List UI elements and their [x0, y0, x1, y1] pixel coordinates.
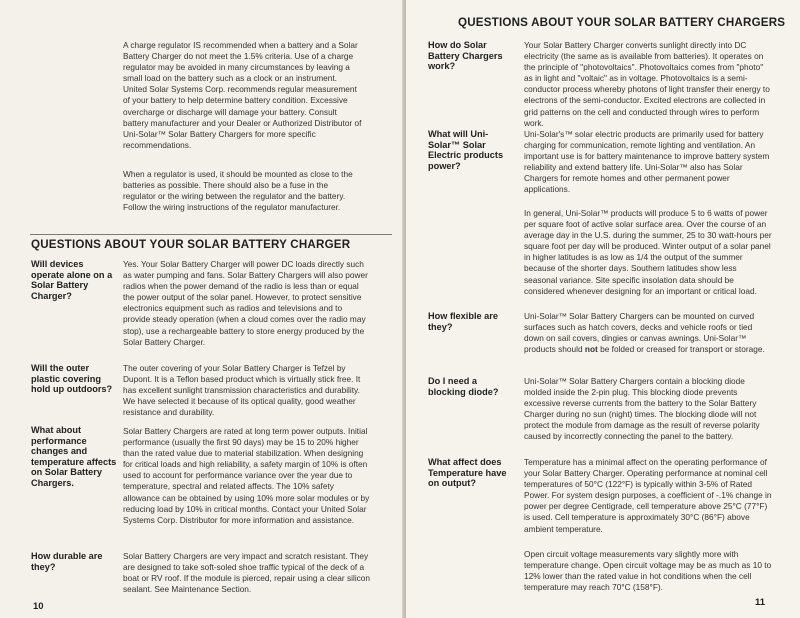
page-number-left: 10 — [33, 601, 44, 612]
answer-devices-operate: Yes. Your Solar Battery Charger will power DC loads directly such as water pumping and fans. Solar Battery Chargers will also power radios when the power demand of the radio is less than or equal the power output of the solar panel. However, to protect sensitive electronics equipment such as radios and televisions and to provide steady operation (when a cloud comes over the radio may stop), use a rechargeable battery to store energy produced by the Solar Battery Charger. — [123, 259, 368, 347]
question-temperature: What affect does Temperature have on output? — [428, 457, 507, 489]
answer-flexible-text: Uni-Solar™ Solar Battery Chargers can be mounted on curved surfaces such as hatch covers, decks and vehicle roofs or tied down on sail covers, dingies or canvas awnings. Uni-Solar™ products should — [524, 311, 755, 355]
answer-outer-covering: The outer covering of your Solar Battery Charger is Tefzel by Dupont. It is a Teflon based product which is virtually stick free. It has excellent sunlight transmission characteristics and durability. We have selected it because of its optical quality, good weather resistance and durability. — [123, 363, 361, 418]
right-page — [406, 0, 800, 618]
question-blocking-diode: Do I need a blocking diode? — [428, 376, 499, 397]
question-outer-covering: Will the outer plastic covering hold up outdoors? — [31, 363, 113, 395]
answer-flexible-text-end: be folded or creased for transport or storage. — [597, 344, 765, 355]
answer-durability: Solar Battery Chargers are very impact and scratch resistant. They are designed to take soft-soled shoe traffic typical of the deck of a boat or RV roof. If the module is pierced, repair using a clear silicon sealant. See Maintenance Section. — [123, 551, 371, 595]
page-number-right: 11 — [755, 597, 766, 608]
question-how-work: How do Solar Battery Chargers work? — [428, 40, 503, 72]
answer-blocking-diode: Uni-Solar™ Solar Battery Chargers contain a blocking diode molded inside the 2-pin plug. This blocking diode prevents excessive reverse currents from the battery to the Solar Battery Charger during no sun (night) times. The blocking diode will not protect the module from damage as the result of reverse polarity caused by incorrectly connecting the panel to the battery. — [524, 376, 760, 442]
question-flexible: How flexible are they? — [428, 311, 498, 332]
intro-paragraph-1: A charge regulator IS recommended when a battery and a Solar Battery Charger do not meet the 1.5% criteria. Use of a charge regulator may be avoided in many circumstances by leaving a small load on the battery such as a clock or an instrument. United Solar Systems Corp. recommends regular measurement of your battery to help determine battery condition. Excessive overcharge or discharge will damage your battery. Consult battery manufacturer and your Dealer or Authorized Distributor of Uni-Solar™ Solar Battery Chargers for more specific recommendations. — [123, 40, 362, 150]
answer-temperature: Temperature has a minimal affect on the operating performance of your Solar Battery Charger. Operating performance at nominal cell temperatures of 50°C (122°F) is typically within 3-5% of Rated Power. For system design purposes, a coefficient of -.1% change in power per degree Centigrade, cell temperature above 25°C (77°F) is used. Cell temperature is approximately 30°C (86°F) above ambient temperature. — [524, 457, 772, 534]
question-durability: How durable are they? — [31, 551, 103, 572]
answer-flexible — [524, 311, 772, 355]
answer-flexible-emphasis: not — [584, 344, 598, 355]
answer-power-output: In general, Uni-Solar™ products will produce 5 to 6 watts of power per square foot of active solar surface area. Over the course of an average day in the U.S. during the summer, 25 to 30 watt-hours per square foot per day will be produced. Winter output of a solar panel in higher latitudes is as low as 1/4 the output of the summer because of the shorter days. Southern latitudes show less seasonal variance. Site specific insolation data should be considered whenever designing for an important or critical load. — [524, 208, 772, 296]
answer-performance-changes: Solar Battery Chargers are rated at long term power outputs. Initial performance (usually the first 90 days) may be 15 to 20% higher than the rated value due to material stabilization. When designing for critical loads and high reliability, a safety margin of 10% is often used to account for performance variance over the year due to temperature, spectral and related affects. The 10% safety allowance can be obtained by using 10% more solar modules or by reducing load by 10% in critical months. Contact your United Solar Systems Corp. Distributor for more information and assistance. — [123, 426, 370, 525]
intro-paragraph-2: When a regulator is used, it should be mounted as close to the batteries as possible. There should also be a fuse in the regulator or the wiring between the regulator and the battery. Follow the wiring instructions of the regulator manufacturer. — [123, 169, 353, 213]
right-page-heading: QUESTIONS ABOUT YOUR SOLAR BATTERY CHARGERS — [458, 16, 786, 29]
question-devices-operate: Will devices operate alone on a Solar Battery Charger? — [31, 259, 113, 301]
answer-how-work: Your Solar Battery Charger converts sunlight directly into DC electricity (the same as is available from batteries). It operates on the principle of "photovoltaics". Photovoltaics comes from "photo" as in light and "voltaic" as in voltage. Photovoltaics is a semi-conductor process whereby photons of light transfer their energy to electrons of the semi-conductor. Excited electrons are collected in grid patterns on the cell and conducted through wires to perform work. — [524, 40, 770, 128]
answer-what-power: Uni-Solar's™ solar electric products are primarily used for battery charging for communication, remote lighting and ventilation. An important use is for battery maintenance to improve battery system reliability and extend battery life. Uni-Solar™ also has Solar Chargers for remote homes and other permanent power applications. — [524, 129, 770, 195]
answer-open-circuit: Open circuit voltage measurements vary slightly more with temperature change. Open circuit voltage may be as much as 10 to 12% lower than the rated value in hot conditions when the cell temperature may reach 70°C (158°F). — [524, 549, 772, 593]
question-what-power: What will Uni-Solar™ Solar Electric products power? — [428, 129, 504, 171]
question-performance-changes: What about performance changes and temperature affects on Solar Battery Chargers. — [31, 425, 117, 488]
left-page-heading: QUESTIONS ABOUT YOUR SOLAR BATTERY CHARGER — [31, 238, 351, 251]
section-divider — [30, 234, 392, 235]
